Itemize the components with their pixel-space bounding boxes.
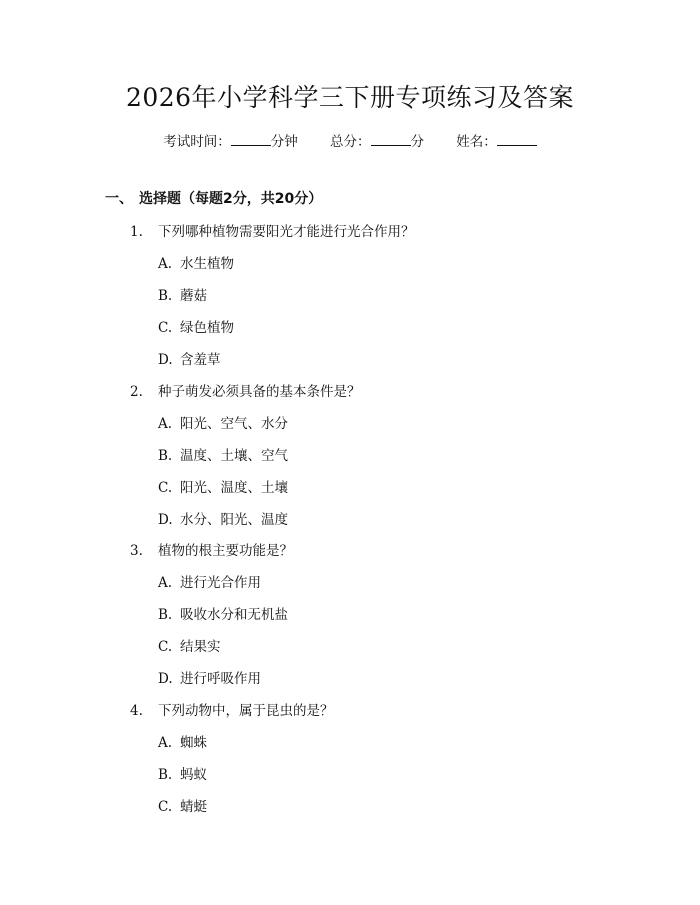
option-text: 吸收水分和无机盐 [180, 607, 288, 623]
option-1a [158, 254, 234, 274]
option-letter: A. [158, 735, 173, 751]
option-3b [158, 605, 288, 625]
question-text: 植物的根主要功能是？ [158, 543, 293, 559]
score-blank [371, 131, 411, 146]
option-1d [158, 350, 221, 370]
page-title: 2026年小学科学三下册专项练习及答案 [125, 83, 575, 112]
option-letter: C. [158, 639, 173, 655]
option-1c [158, 318, 234, 338]
section-heading [105, 189, 322, 209]
option-letter: B. [158, 288, 173, 304]
option-letter: D. [158, 512, 173, 528]
option-letter: D. [158, 352, 173, 368]
option-text: 绿色植物 [180, 320, 234, 336]
name-label: 姓名： [456, 134, 497, 150]
option-4c [158, 797, 207, 817]
option-text: 结果实 [180, 639, 221, 655]
score-unit: 分 [410, 134, 424, 150]
option-1b [158, 286, 207, 306]
option-text: 蜘蛛 [180, 735, 207, 751]
option-letter: B. [158, 607, 173, 623]
question-number: 3. [130, 543, 143, 559]
question-text: 下列动物中，属于昆虫的是？ [158, 703, 334, 719]
option-letter: B. [158, 448, 173, 464]
option-2a [158, 414, 288, 434]
time-unit: 分钟 [270, 134, 298, 150]
exam-score [330, 131, 424, 152]
score-label: 总分： [330, 134, 371, 150]
option-letter: B. [158, 767, 173, 783]
option-letter: C. [158, 799, 173, 815]
exam-name [456, 131, 537, 152]
option-text: 阳光、空气、水分 [180, 416, 288, 432]
option-letter: D. [158, 671, 173, 687]
option-text: 进行呼吸作用 [180, 671, 261, 687]
option-letter: C. [158, 480, 173, 496]
option-text: 含羞草 [180, 352, 221, 368]
question-number: 1. [130, 224, 143, 240]
option-4b [158, 765, 207, 785]
option-letter: A. [158, 416, 173, 432]
question-number: 4. [130, 703, 143, 719]
question-number: 2. [130, 384, 143, 400]
option-2c [158, 478, 288, 498]
option-text: 温度、土壤、空气 [180, 448, 288, 464]
time-blank [231, 131, 271, 146]
option-4a [158, 733, 207, 753]
question-2 [130, 382, 361, 402]
option-letter: A. [158, 575, 173, 591]
option-3c [158, 637, 221, 657]
question-4 [130, 701, 334, 721]
section-title: 选择题（每题2分，共20分） [139, 191, 323, 207]
question-3 [130, 541, 293, 561]
option-text: 阳光、温度、土壤 [180, 480, 288, 496]
option-letter: A. [158, 256, 173, 272]
name-blank [497, 131, 537, 146]
exam-time [163, 131, 298, 152]
time-label: 考试时间： [163, 134, 231, 150]
question-text: 下列哪种植物需要阳光才能进行光合作用？ [158, 224, 415, 240]
option-2d [158, 510, 288, 530]
option-text: 蚂蚁 [180, 767, 207, 783]
option-text: 水生植物 [180, 256, 234, 272]
option-text: 进行光合作用 [180, 575, 261, 591]
question-1 [130, 222, 415, 242]
section-number: 一、 [105, 191, 133, 207]
question-text: 种子萌发必须具备的基本条件是？ [158, 384, 361, 400]
option-3a [158, 573, 261, 593]
option-text: 蘑菇 [180, 288, 207, 304]
option-letter: C. [158, 320, 173, 336]
option-2b [158, 446, 288, 466]
option-text: 蜻蜓 [180, 799, 207, 815]
option-text: 水分、阳光、温度 [180, 512, 288, 528]
option-3d [158, 669, 261, 689]
exam-meta [0, 131, 700, 152]
